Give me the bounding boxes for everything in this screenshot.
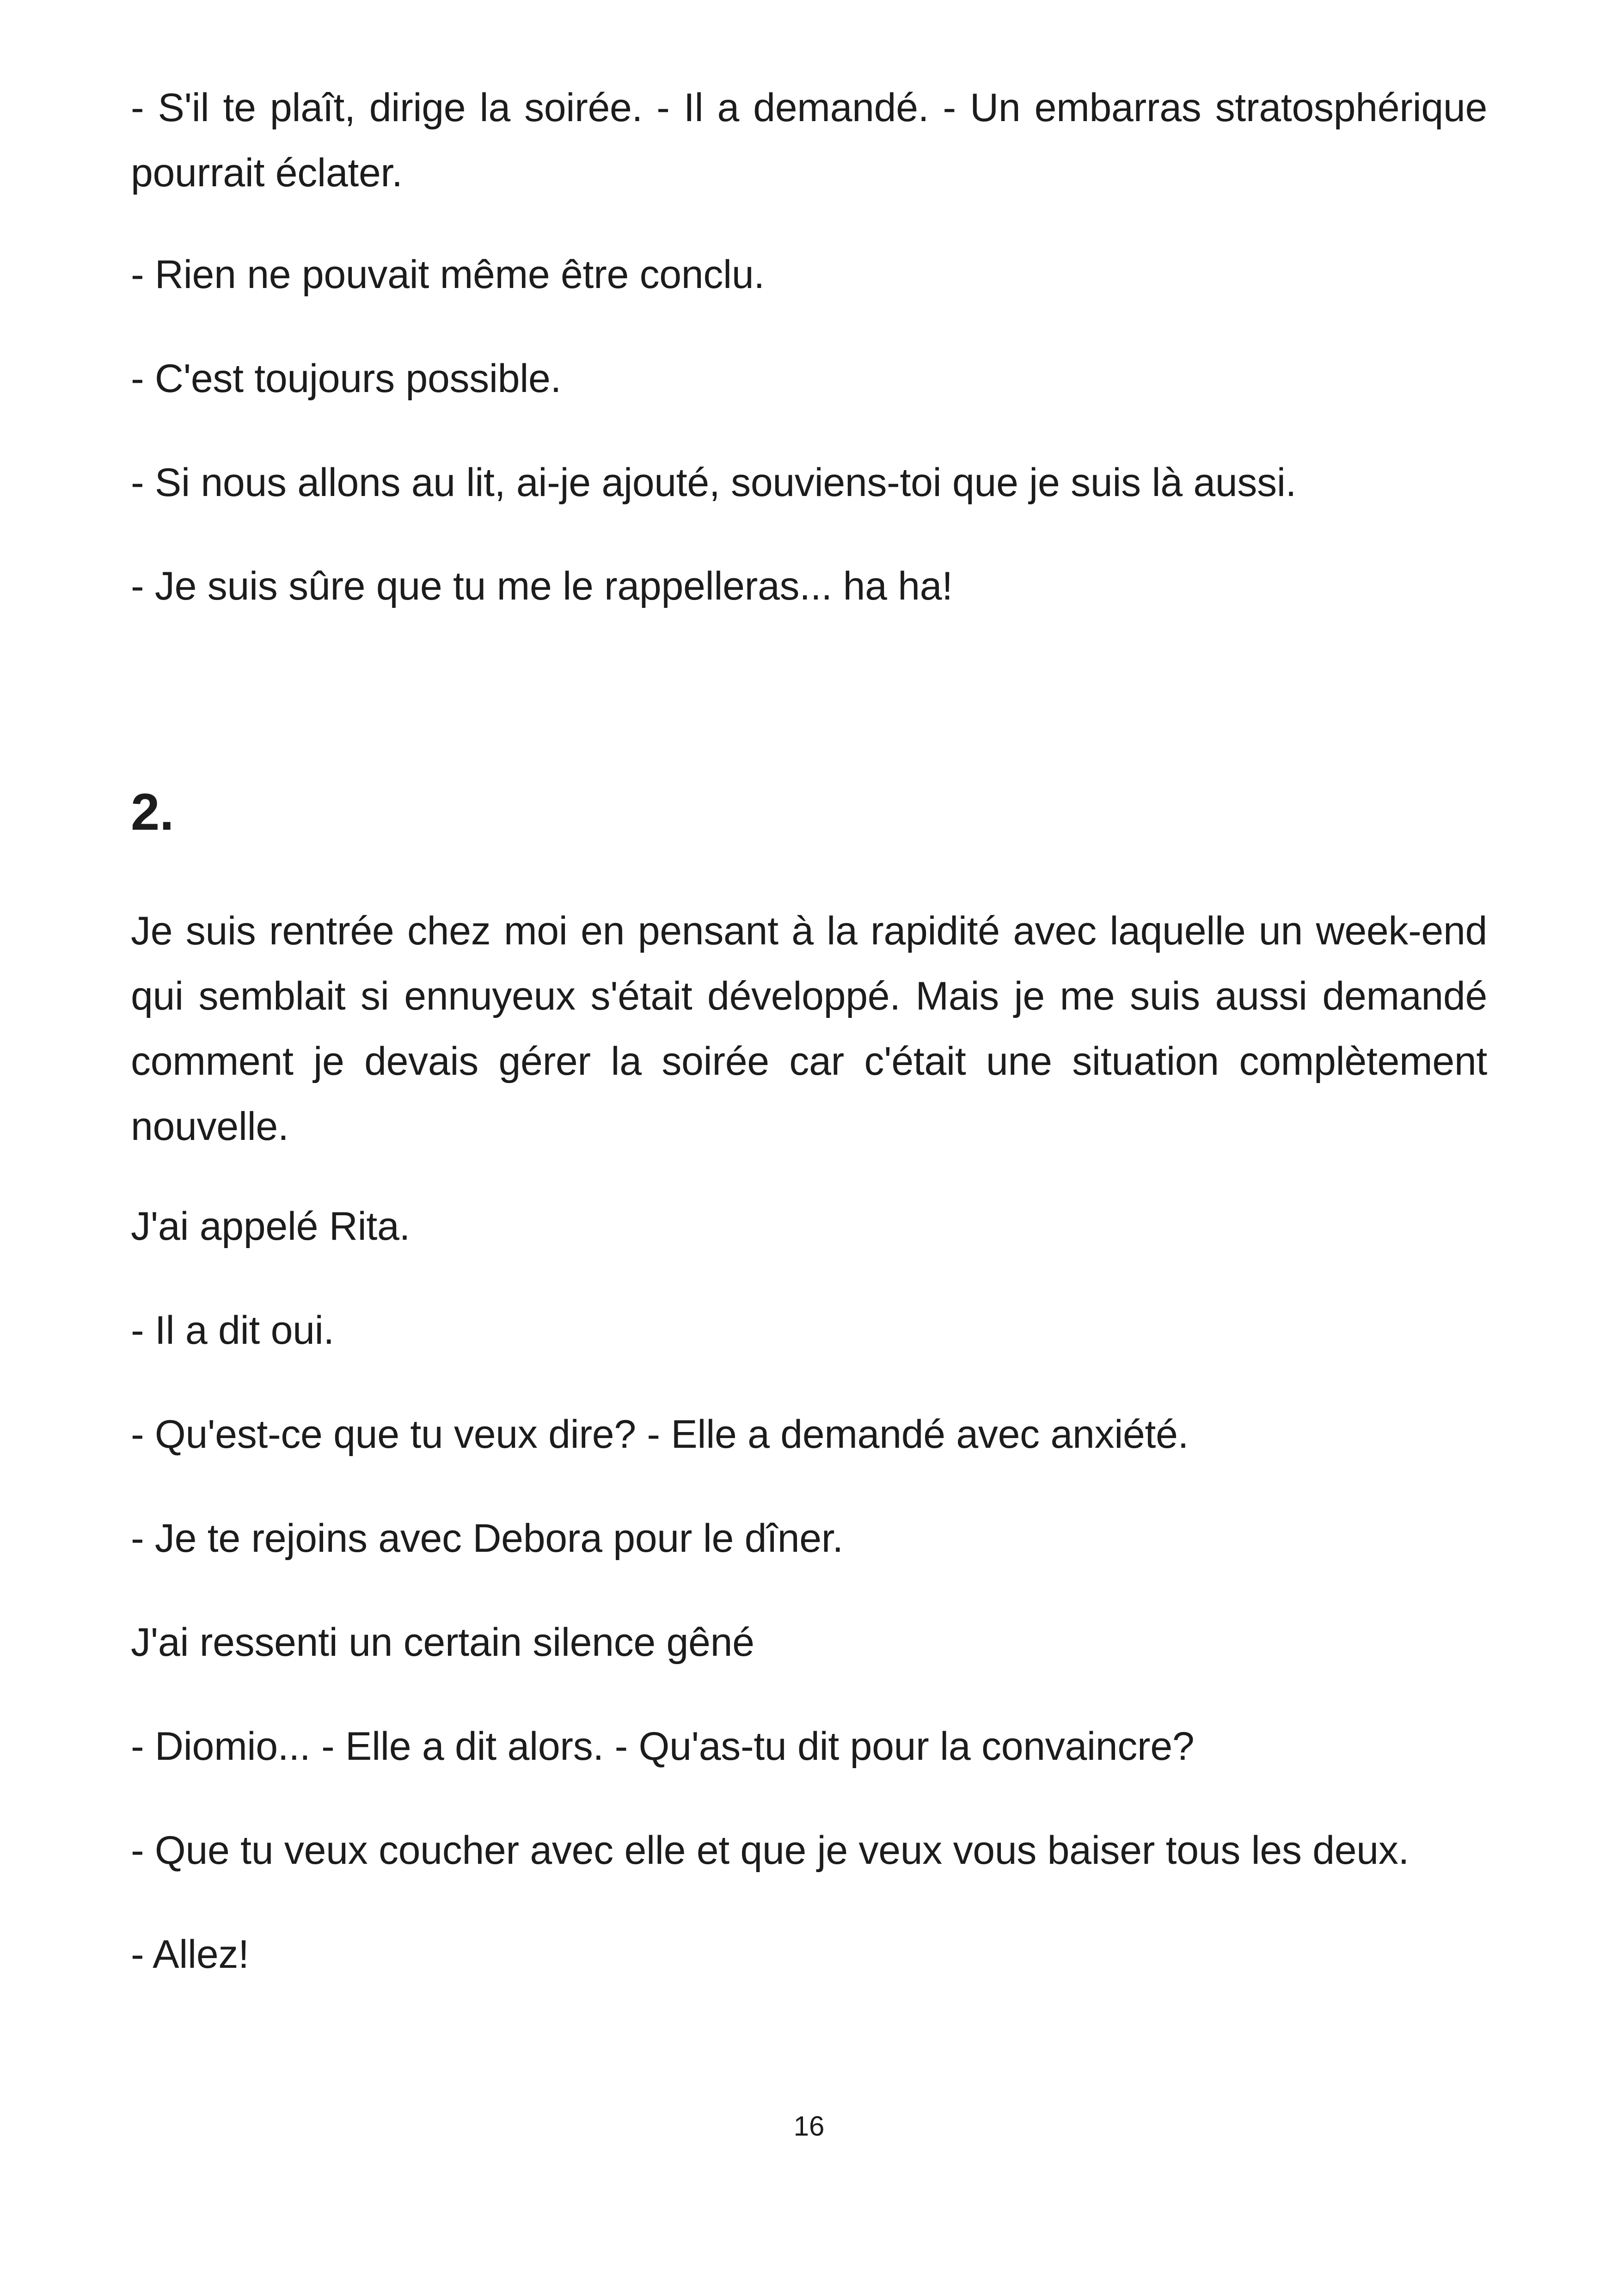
- paragraph: - Que tu veux coucher avec elle et que je veux vous baiser tous les deux.: [131, 1828, 1410, 1873]
- chapter-heading: 2.: [131, 783, 174, 841]
- paragraph: - S'il te plaît, dirige la soirée. - Il a demandé. - Un embarras stratosphérique pourrait éclater.: [131, 86, 1487, 195]
- paragraph: Je suis rentrée chez moi en pensant à la rapidité avec laquelle un week-end qui semblait si ennuyeux s'était développé. Mais je me suis aussi demandé comment je devais gérer la soirée car c'était une situation complètement nouvelle.: [131, 909, 1487, 1149]
- page-number: 16: [793, 2111, 825, 2142]
- paragraph: - Rien ne pouvait même être conclu.: [131, 252, 765, 297]
- paragraph: - Je te rejoins avec Debora pour le dîner.: [131, 1516, 844, 1561]
- paragraph: - Allez!: [131, 1932, 249, 1977]
- paragraph: - Diomio... - Elle a dit alors. - Qu'as-tu dit pour la convaincre?: [131, 1724, 1195, 1769]
- paragraph: J'ai ressenti un certain silence gêné: [131, 1620, 754, 1665]
- paragraph: - Qu'est-ce que tu veux dire? - Elle a demandé avec anxiété.: [131, 1412, 1189, 1457]
- paragraph: - Il a dit oui.: [131, 1308, 335, 1353]
- paragraph: - Si nous allons au lit, ai-je ajouté, souviens-toi que je suis là aussi.: [131, 460, 1297, 505]
- paragraph: - C'est toujours possible.: [131, 356, 562, 401]
- paragraph: - Je suis sûre que tu me le rappelleras... ha ha!: [131, 564, 953, 608]
- paragraph: J'ai appelé Rita.: [131, 1204, 411, 1249]
